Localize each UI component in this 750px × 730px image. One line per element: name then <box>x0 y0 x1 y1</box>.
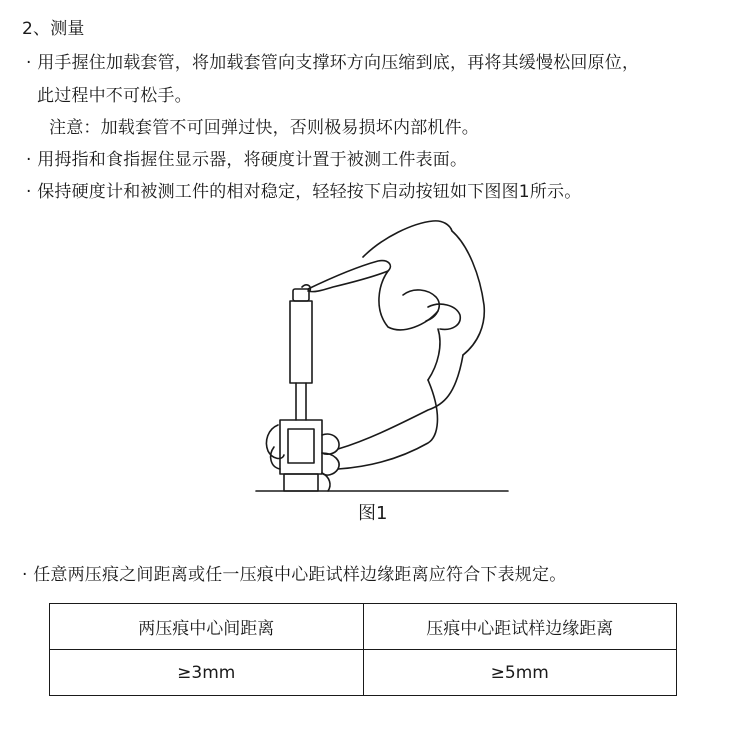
table-row <box>50 650 677 696</box>
hand-pressing-hardness-tester-illustration <box>238 215 518 500</box>
indentation-spacing-table <box>49 603 677 696</box>
caution-note: 注意：加载套管不可回弹过快，否则极易损坏内部机件。 <box>49 118 479 138</box>
header-indent-edge-distance: 压痕中心距试样边缘距离 <box>363 604 677 650</box>
step-hold-display: · 用拇指和食指握住显示器，将硬度计置于被测工件表面。 <box>26 150 468 170</box>
step-press-start: · 保持硬度计和被测工件的相对稳定，轻轻按下启动按钮如下图图1所示。 <box>26 182 582 202</box>
step-compress-sleeve-continued: 此过程中不可松手。 <box>37 86 192 106</box>
step-compress-sleeve: · 用手握住加载套管，将加载套管向支撑环方向压缩到底，再将其缓慢松回原位， <box>26 53 640 73</box>
table-header-row <box>50 604 677 650</box>
loading-sleeve <box>290 301 312 383</box>
value-indent-edge-distance: ≥5mm <box>363 650 677 696</box>
tester-tip-cap <box>293 289 309 301</box>
tester-display-body <box>280 420 322 474</box>
value-indent-center-distance: ≥3mm <box>50 650 364 696</box>
tester-display-window <box>288 429 314 463</box>
indentation-spacing-note: · 任意两压痕之间距离或任一压痕中心距试样边缘距离应符合下表规定。 <box>22 565 567 585</box>
figure-caption: 图1 <box>358 503 388 524</box>
upper-hand-outline <box>363 221 452 257</box>
section-title: 2、测量 <box>22 19 85 39</box>
header-indent-center-distance: 两压痕中心间距离 <box>50 604 364 650</box>
